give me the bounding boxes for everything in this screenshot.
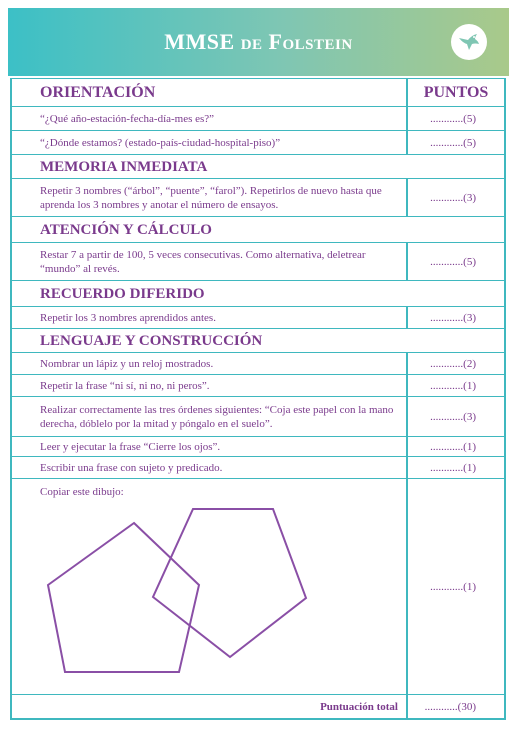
header-banner [8,8,509,76]
item-score: ............(1) [430,580,476,593]
item-score: ............(1) [430,379,476,392]
section-title-orientacion: ORIENTACIÓN [12,79,408,106]
table-row [12,352,504,374]
hummingbird-icon [451,24,487,60]
table-row [12,106,504,130]
item-score: ............(1) [430,440,476,453]
section-title-memoria: MEMORIA INMEDIATA [12,154,504,178]
page-title: MMSE de Folstein [164,29,353,54]
pentagon-right [153,509,306,657]
table-row [12,242,504,280]
item-text: “¿Qué año-estación-fecha-día-mes es?” [12,107,408,130]
table-row [12,436,504,456]
item-text: Copiar este dibujo: [12,479,408,694]
section-title-lenguaje: LENGUAJE Y CONSTRUCCIÓN [12,328,504,352]
table-row [12,396,504,436]
item-score: ............(5) [430,112,476,125]
table-row [12,456,504,478]
section-title-atencion: ATENCIÓN Y CÁLCULO [12,216,504,242]
item-text: Nombrar un lápiz y un reloj mostrados. [12,353,408,374]
table-row [12,130,504,154]
item-text: Escribir una frase con sujeto y predicado. [12,457,408,478]
item-score: ............(3) [430,311,476,324]
item-score: ............(2) [430,357,476,370]
item-score: ............(5) [430,136,476,149]
item-text: Leer y ejecutar la frase “Cierre los ojos”. [12,437,408,456]
item-score: ............(5) [430,255,476,268]
table-row [12,178,504,216]
column-header-puntos: PUNTOS [423,83,489,101]
item-text: Realizar correctamente las tres órdenes siguientes: “Coja este papel con la mano derecha, dóblelo por la mitad y póngalo en el suelo”. [12,397,408,436]
item-text: Repetir los 3 nombres aprendidos antes. [12,307,408,328]
item-score: ............(3) [430,410,476,423]
table-row [12,374,504,396]
section-title-recuerdo: RECUERDO DIFERIDO [12,280,504,306]
table-row-drawing [12,478,504,694]
item-text: Repetir la frase “ni sí, ni no, ni peros”. [12,375,408,396]
overlapping-pentagons-drawing [42,507,312,677]
total-row [12,694,504,718]
item-text: “¿Dónde estamos? (estado-país-ciudad-hospital-piso)” [12,131,408,154]
item-score: ............(1) [430,461,476,474]
table-header-row [12,78,504,106]
total-score: ............(30) [424,700,476,713]
table-row [12,306,504,328]
total-label: Puntuación total [12,695,408,718]
item-text: Repetir 3 nombres (“árbol”, “puente”, “farol”). Repetirlos de nuevo hasta que aprenda los 3 nombres y anotar el número de ensayos. [12,179,408,216]
item-score: ............(3) [430,191,476,204]
mmse-table [10,78,506,720]
item-text: Restar 7 a partir de 100, 5 veces consecutivas. Como alternativa, deletrear “mundo” al revés. [12,243,408,280]
